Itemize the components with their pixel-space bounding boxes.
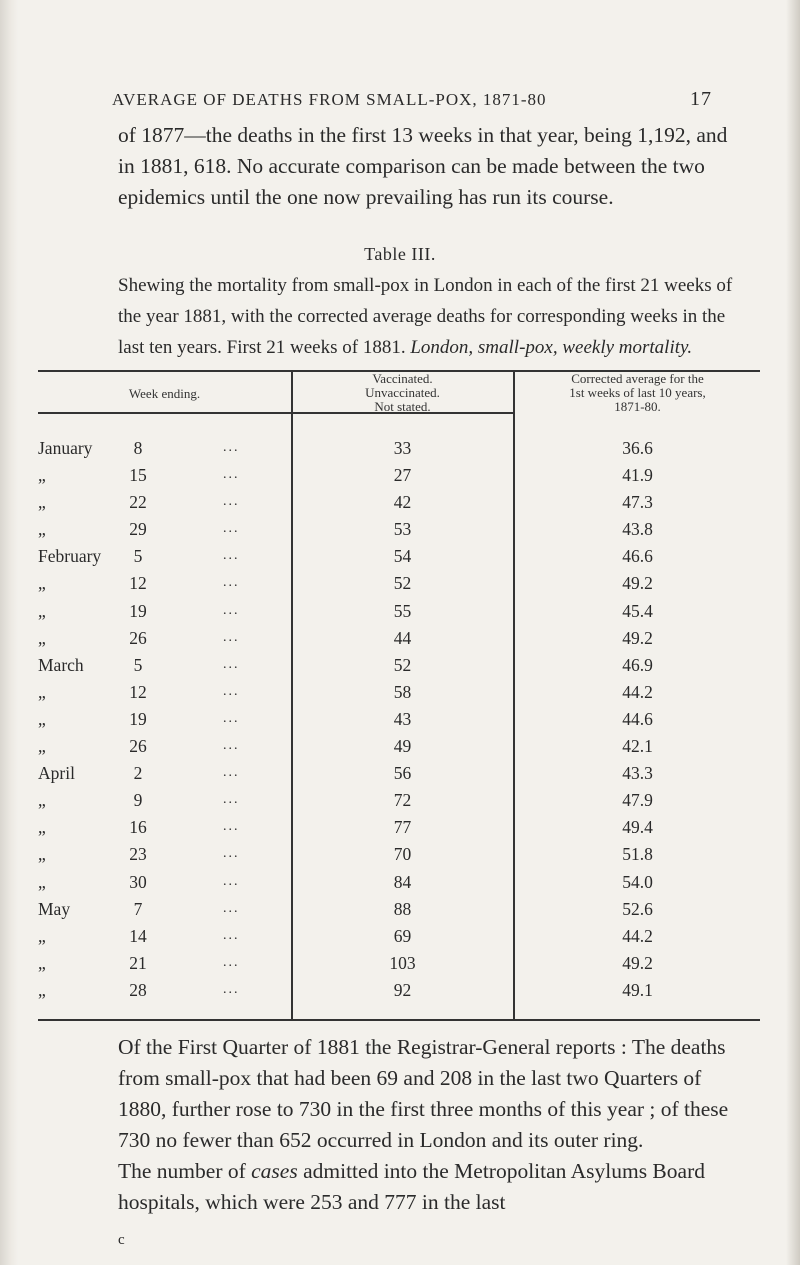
row-leader-dots: ... <box>223 683 240 699</box>
row-leader-dots: ... <box>223 819 240 835</box>
row-day: 5 <box>133 546 143 567</box>
table-row <box>38 601 760 628</box>
table-caption-italic: London, small-pox, weekly mortality. <box>410 337 693 358</box>
row-corrected-average: 46.9 <box>622 654 653 675</box>
table-body <box>38 438 760 1007</box>
row-leader-dots: ... <box>223 656 240 672</box>
row-corrected-average: 44.2 <box>622 925 653 946</box>
row-corrected-average: 49.2 <box>622 573 653 594</box>
row-leader-dots: ... <box>223 467 240 483</box>
header-average-line: 1871-80. <box>614 399 661 414</box>
row-day: 30 <box>129 871 147 892</box>
row-day: 19 <box>129 600 147 621</box>
table-row <box>38 438 760 465</box>
table-row <box>38 899 760 926</box>
row-month: February <box>38 546 102 567</box>
row-corrected-average: 46.6 <box>622 546 653 567</box>
row-corrected-average: 43.3 <box>622 763 653 784</box>
header-week-ending: Week ending. <box>128 386 201 401</box>
row-leader-dots: ... <box>223 629 240 645</box>
row-leader-dots: ... <box>223 765 240 781</box>
row-month: May <box>38 898 71 919</box>
table-row <box>38 926 760 953</box>
row-corrected-average: 45.4 <box>622 600 653 621</box>
table-row <box>38 546 760 573</box>
final-paragraph-italic: cases <box>251 1159 298 1183</box>
header-mortality-line: Unvaccinated. <box>365 385 440 400</box>
row-day: 29 <box>129 519 147 540</box>
table-row <box>38 709 760 736</box>
row-month: „ <box>38 979 46 1000</box>
page-edge-right <box>786 0 800 1265</box>
page-edge-left <box>0 0 18 1265</box>
row-month: „ <box>38 600 46 621</box>
row-death-count: 72 <box>393 790 412 811</box>
row-death-count: 103 <box>389 952 416 973</box>
row-month: „ <box>38 627 46 648</box>
row-leader-dots: ... <box>223 846 240 862</box>
header-rule <box>38 412 291 414</box>
table-bottom-rule <box>38 1019 760 1021</box>
row-corrected-average: 52.6 <box>622 898 653 919</box>
table-row <box>38 872 760 899</box>
row-month: „ <box>38 871 46 892</box>
row-corrected-average: 47.9 <box>622 790 653 811</box>
row-leader-dots: ... <box>223 900 240 916</box>
table-row <box>38 790 760 817</box>
closing-paragraphs <box>118 1032 738 1218</box>
row-day: 22 <box>129 492 147 513</box>
row-day: 9 <box>133 790 143 811</box>
row-month: January <box>38 438 93 458</box>
row-day: 19 <box>129 708 147 729</box>
row-month: „ <box>38 736 46 757</box>
row-death-count: 42 <box>393 492 412 513</box>
row-day: 7 <box>133 898 143 919</box>
table-row <box>38 844 760 871</box>
row-month: „ <box>38 817 46 838</box>
row-death-count: 69 <box>393 925 412 946</box>
row-leader-dots: ... <box>223 575 240 591</box>
row-death-count: 49 <box>393 736 412 757</box>
row-corrected-average: 49.2 <box>622 627 653 648</box>
row-day: 16 <box>129 817 147 838</box>
row-death-count: 77 <box>393 817 412 838</box>
row-death-count: 84 <box>393 871 412 892</box>
header-mortality-line: Not stated. <box>374 399 431 414</box>
row-death-count: 58 <box>393 681 412 702</box>
row-death-count: 56 <box>393 763 412 784</box>
row-leader-dots: ... <box>223 792 240 808</box>
row-month: „ <box>38 925 46 946</box>
row-corrected-average: 41.9 <box>622 465 653 486</box>
row-corrected-average: 49.4 <box>622 817 653 838</box>
final-paragraph-start: The number of <box>118 1159 246 1183</box>
table-row <box>38 492 760 519</box>
header-mortality-line: Vaccinated. <box>372 371 433 386</box>
row-day: 12 <box>129 681 147 702</box>
row-month: „ <box>38 681 46 702</box>
row-corrected-average: 44.6 <box>622 708 653 729</box>
row-day: 8 <box>133 438 143 458</box>
row-leader-dots: ... <box>223 494 240 510</box>
table-row <box>38 573 760 600</box>
table-row <box>38 953 760 980</box>
row-day: 12 <box>129 573 147 594</box>
intro-paragraph: of 1877—the deaths in the first 13 weeks in that year, being 1,192, and in 1881, 618. No accurate comparison can be made between the two epidemics until the one now prevailing has run its course. <box>118 123 728 209</box>
final-paragraph-end: admitted into the Metropolitan Asylums Board hospitals, which were 253 and 777 in the last <box>118 1159 705 1214</box>
row-leader-dots: ... <box>223 602 240 618</box>
closing-paragraph: Of the First Quarter of 1881 the Registrar-General reports : The deaths from small-pox that had been 69 and 208 in the last two Quarters of 1880, further rose to 730 in the first three months of this year ; of these 730 no fewer than 652 occurred in London and its outer ring. <box>118 1035 729 1152</box>
row-day: 28 <box>129 979 147 1000</box>
row-corrected-average: 43.8 <box>622 519 653 540</box>
table-caption-text: Shewing the mortality from small-pox in London in each of the first 21 weeks of the year 1881, with the corrected average deaths for corresponding weeks in the last ten years. First 21 weeks of 1881. <box>118 275 733 358</box>
row-leader-dots: ... <box>223 927 240 943</box>
row-month: „ <box>38 492 46 513</box>
row-death-count: 27 <box>393 465 412 486</box>
row-leader-dots: ... <box>223 548 240 564</box>
row-day: 5 <box>133 654 143 675</box>
row-leader-dots: ... <box>223 954 240 970</box>
row-day: 23 <box>129 844 147 865</box>
running-head-title: AVERAGE OF DEATHS FROM SMALL-POX, 1871-80 <box>112 90 547 109</box>
table-row <box>38 763 760 790</box>
row-leader-dots: ... <box>223 873 240 889</box>
row-day: 15 <box>129 465 147 486</box>
row-death-count: 33 <box>393 438 412 458</box>
row-month: „ <box>38 519 46 540</box>
page-number: 17 <box>690 88 712 110</box>
row-death-count: 52 <box>393 573 412 594</box>
row-month: „ <box>38 573 46 594</box>
row-day: 14 <box>129 925 147 946</box>
final-paragraph <box>118 1159 705 1214</box>
table-row <box>38 817 760 844</box>
header-average-line: Corrected average for the <box>571 371 704 386</box>
header-mortality <box>292 372 513 414</box>
header-average-line: 1st weeks of last 10 years, <box>569 385 706 400</box>
running-head <box>112 88 712 118</box>
row-month: „ <box>38 465 46 486</box>
row-death-count: 53 <box>393 519 412 540</box>
row-month: March <box>38 654 84 675</box>
row-death-count: 44 <box>393 627 412 648</box>
row-death-count: 52 <box>393 654 412 675</box>
row-day: 26 <box>129 627 147 648</box>
table-row <box>38 980 760 1007</box>
row-leader-dots: ... <box>223 521 240 537</box>
row-death-count: 43 <box>393 708 412 729</box>
row-death-count: 55 <box>393 600 412 621</box>
signature-mark: c <box>118 1232 125 1248</box>
row-death-count: 70 <box>393 844 412 865</box>
row-death-count: 88 <box>393 898 412 919</box>
table-row <box>38 628 760 655</box>
row-death-count: 92 <box>393 979 412 1000</box>
row-corrected-average: 51.8 <box>622 844 653 865</box>
row-day: 26 <box>129 736 147 757</box>
row-corrected-average: 36.6 <box>622 438 653 458</box>
row-leader-dots: ... <box>223 710 240 726</box>
row-corrected-average: 49.1 <box>622 979 653 1000</box>
table-row <box>38 655 760 682</box>
row-corrected-average: 42.1 <box>622 736 653 757</box>
row-day: 21 <box>129 952 147 973</box>
row-corrected-average: 44.2 <box>622 681 653 702</box>
row-corrected-average: 49.2 <box>622 952 653 973</box>
table-caption <box>118 270 748 363</box>
table-row <box>38 465 760 492</box>
row-death-count: 54 <box>393 546 412 567</box>
row-month: April <box>38 763 75 784</box>
table-label: Table III. <box>364 244 436 264</box>
row-month: „ <box>38 790 46 811</box>
row-leader-dots: ... <box>223 981 240 997</box>
row-leader-dots: ... <box>223 738 240 754</box>
table-row <box>38 682 760 709</box>
row-month: „ <box>38 844 46 865</box>
row-corrected-average: 54.0 <box>622 871 653 892</box>
row-corrected-average: 47.3 <box>622 492 653 513</box>
table-row <box>38 519 760 546</box>
header-corrected-average <box>515 372 760 414</box>
row-day: 2 <box>133 763 143 784</box>
row-month: „ <box>38 708 46 729</box>
row-month: „ <box>38 952 46 973</box>
table-row <box>38 736 760 763</box>
row-leader-dots: ... <box>223 440 240 455</box>
